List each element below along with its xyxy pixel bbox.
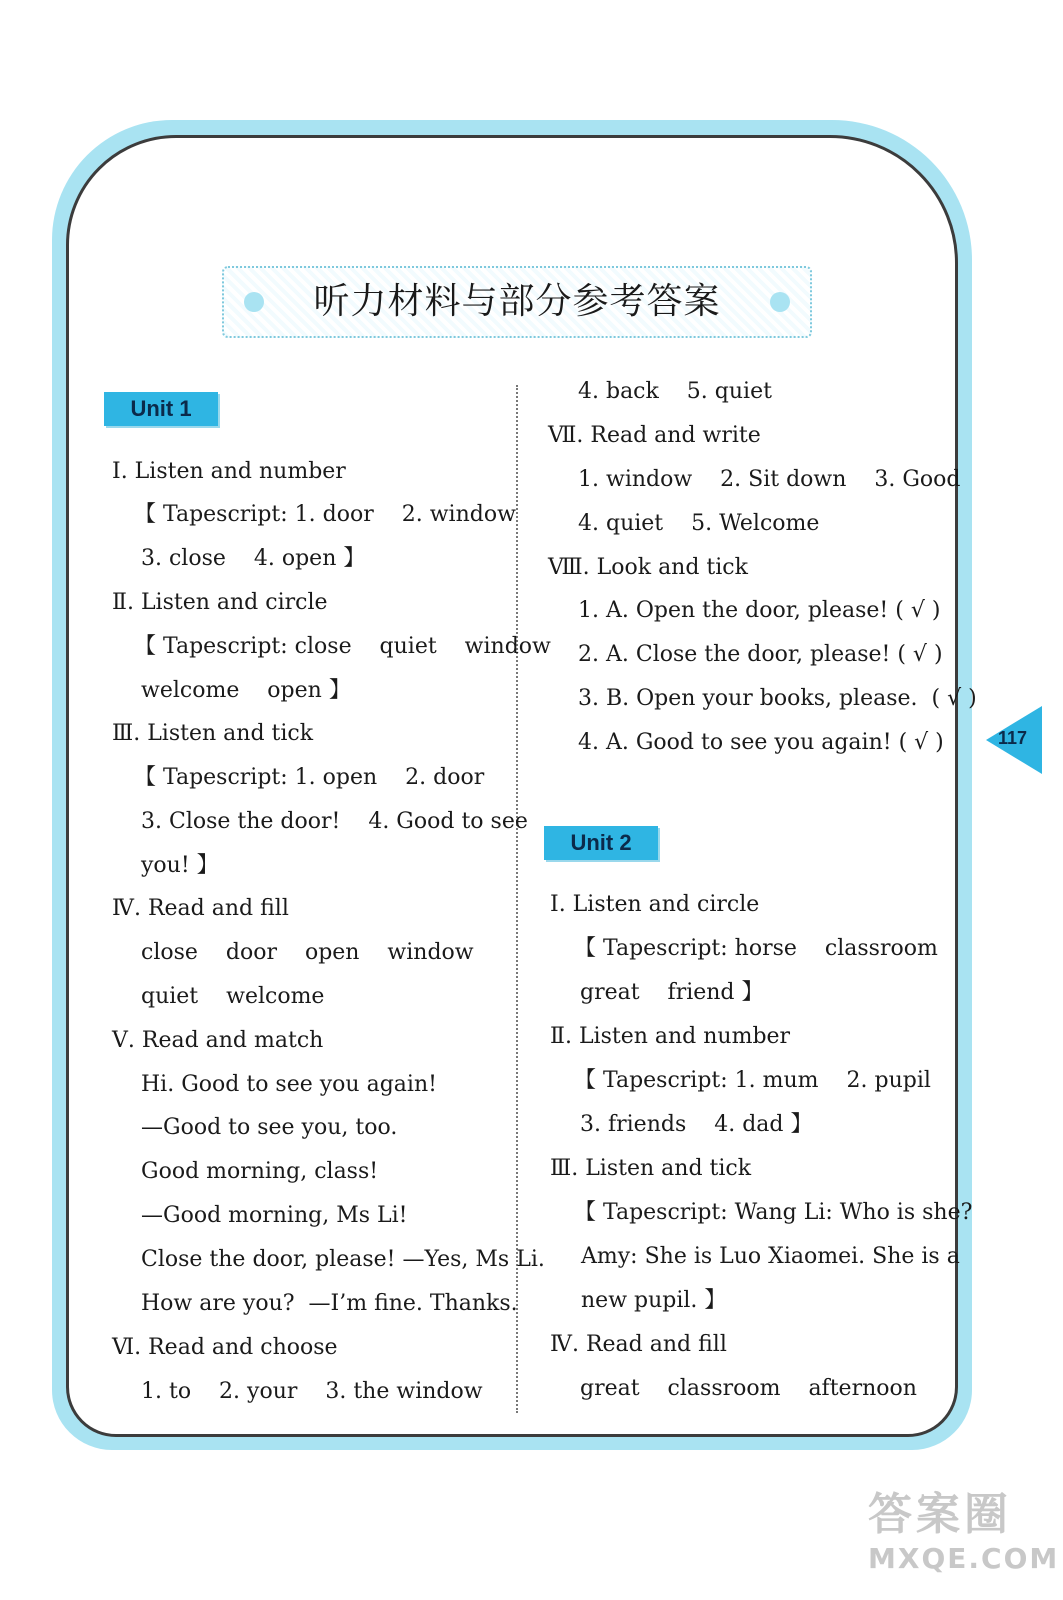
left-line: welcome open 】 [141,678,351,703]
left-line: Ⅲ. Listen and tick [112,721,314,746]
left-line: Close the door, please! —Yes, Ms Li. [141,1247,545,1272]
left-line: How are you? —I’m fine. Thanks. [141,1291,518,1316]
right-line: 3. friends 4. dad 】 [580,1112,813,1137]
right-line: 4. A. Good to see you again! ( √ ) [578,730,944,755]
right-line: 2. A. Close the door, please! ( √ ) [578,642,943,667]
watermark-logo: 答案圈 [868,1489,1012,1540]
right-line: 【 Tapescript: Wang Li: Who is she? [574,1200,973,1225]
right-line: Ⅲ. Listen and tick [550,1156,752,1181]
right-line: Amy: She is Luo Xiaomei. She is a [581,1244,960,1269]
right-line: great classroom afternoon [580,1376,917,1401]
right-line: 【 Tapescript: horse classroom [574,936,938,961]
right-line: 【 Tapescript: 1. mum 2. pupil [574,1068,931,1093]
left-line: Hi. Good to see you again! [141,1072,437,1097]
page-title: 听力材料与部分参考答案 [313,281,721,322]
left-line: 【 Tapescript: 1. open 2. door [134,765,485,790]
left-line: 【 Tapescript: close quiet window [134,634,551,659]
right-line: Ⅱ. Listen and number [550,1024,791,1049]
right-line: 4. back 5. quiet [578,379,772,404]
unit-1-label: Unit 1 [104,392,218,426]
left-line: Ⅳ. Read and fill [112,896,289,921]
right-line: Ⅳ. Read and fill [550,1332,727,1357]
left-line: Ⅰ. Listen and number [112,459,346,484]
right-line: 4. quiet 5. Welcome [578,511,820,536]
right-line: Ⅷ. Look and tick [548,555,748,580]
right-line: 1. window 2. Sit down 3. Good [578,467,961,492]
watermark [868,1478,1060,1588]
right-line: great friend 】 [580,980,764,1005]
right-line: 3. B. Open your books, please. ( √ ) [578,686,977,711]
left-line: Ⅱ. Listen and circle [112,590,328,615]
right-line: Ⅰ. Listen and circle [550,892,760,917]
page-number: 117 [998,728,1028,748]
unit-2-label: Unit 2 [544,826,658,860]
left-line: Ⅴ. Read and match [112,1028,324,1053]
left-line: —Good morning, Ms Li! [141,1203,408,1228]
watermark-site: MXQE.COM [868,1542,1060,1575]
left-line: you! 】 [141,853,219,878]
left-line: Ⅵ. Read and choose [112,1335,338,1360]
left-line: Good morning, class! [141,1159,379,1184]
left-line: 3. Close the door! 4. Good to see [141,809,528,834]
left-line: close door open window [141,940,474,965]
right-line: 1. A. Open the door, please! ( √ ) [578,598,941,623]
right-line: Ⅶ. Read and write [548,423,761,448]
left-line: quiet welcome [141,984,325,1009]
left-line: 1. to 2. your 3. the window [141,1379,483,1404]
left-line: 3. close 4. open 】 [141,546,366,571]
left-line: —Good to see you, too. [141,1115,398,1140]
left-line: 【 Tapescript: 1. door 2. window [134,502,516,527]
right-line: new pupil. 】 [581,1288,727,1313]
